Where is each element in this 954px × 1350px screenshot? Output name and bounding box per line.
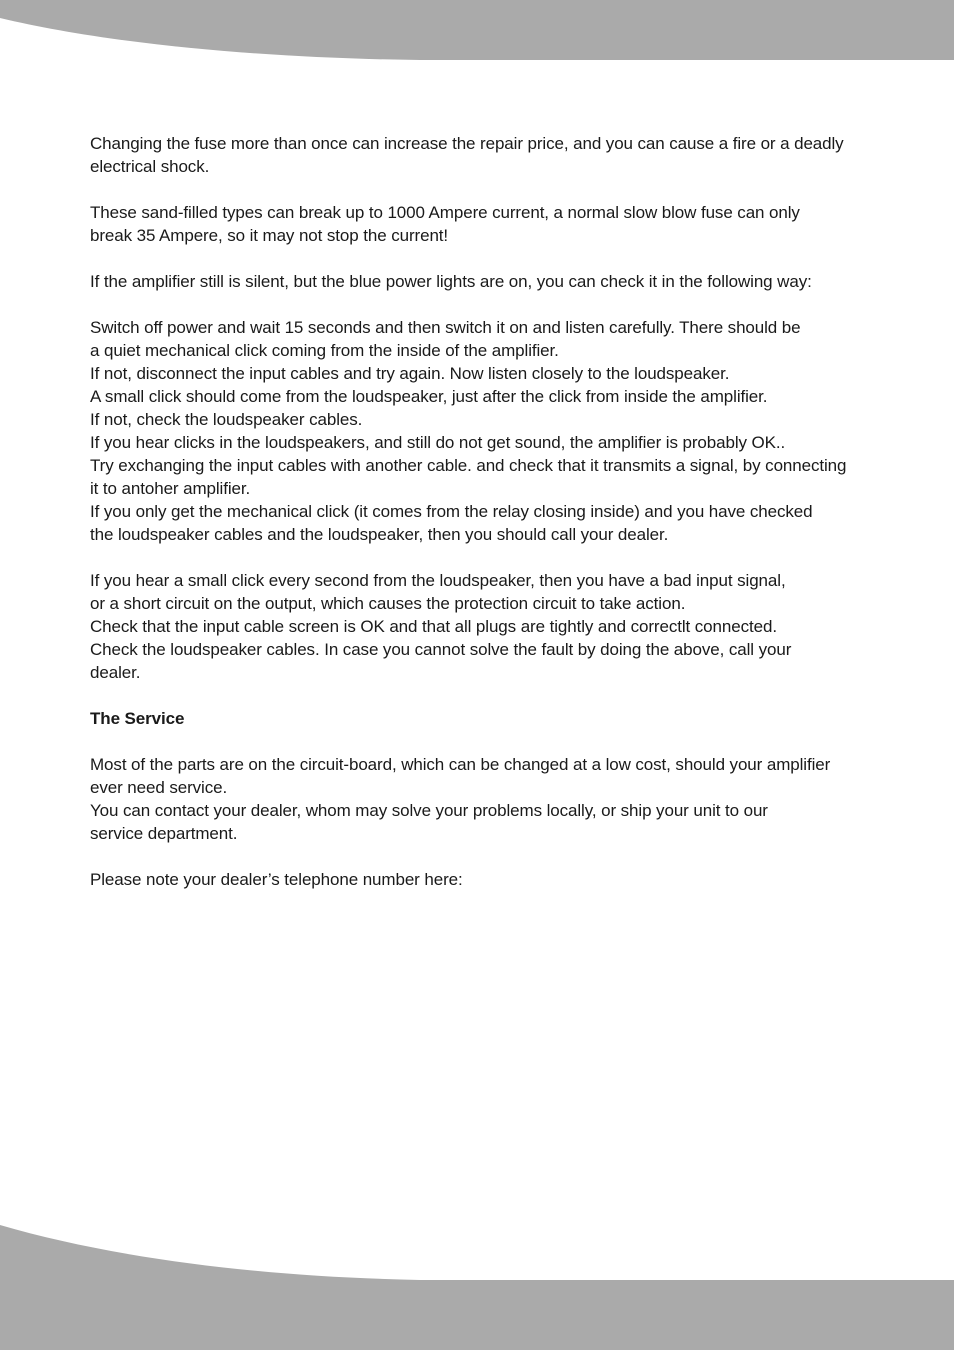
text-line: Check the loudspeaker cables. In case you cannot solve the fault by doing the above, call your <box>90 640 792 659</box>
text-line: Changing the fuse more than once can increase the repair price, and you can cause a fire or a deadly <box>90 134 844 153</box>
text-line: or a short circuit on the output, which causes the protection circuit to take action. <box>90 594 686 613</box>
text-line: Most of the parts are on the circuit-board, which can be changed at a low cost, should your amplifier <box>90 755 831 774</box>
text-line: If you only get the mechanical click (it comes from the relay closing inside) and you have checked <box>90 502 813 521</box>
text-line: a quiet mechanical click coming from the inside of the amplifier. <box>90 341 559 360</box>
text-line: If not, check the loudspeaker cables. <box>90 410 363 429</box>
paragraph-click-every-second <box>90 569 920 684</box>
paragraph-service-parts <box>90 753 920 845</box>
text-line: Check that the input cable screen is OK and that all plugs are tightly and correctlt connected. <box>90 617 777 636</box>
text-line: If you hear a small click every second from the loudspeaker, then you have a bad input signal, <box>90 571 786 590</box>
text-line: Switch off power and wait 15 seconds and then switch it on and listen carefully. There should be <box>90 318 801 337</box>
text-line: dealer. <box>90 663 141 682</box>
bottom-decorative-band <box>0 1225 954 1350</box>
text-line: Please note your dealer’s telephone number here: <box>90 870 463 889</box>
top-decorative-band <box>0 0 954 60</box>
text-line: service department. <box>90 824 238 843</box>
text-line: ever need service. <box>90 778 228 797</box>
paragraph-check-procedure <box>90 316 920 546</box>
paragraph-dealer-phone <box>90 868 920 891</box>
section-heading-service: The Service <box>90 709 185 728</box>
document-body <box>90 132 920 914</box>
paragraph-silent-amplifier <box>90 270 920 293</box>
paragraph-fuse-types <box>90 201 920 247</box>
text-line: If you hear clicks in the loudspeakers, and still do not get sound, the amplifier is probably OK.. <box>90 433 786 452</box>
text-line: If the amplifier still is silent, but the blue power lights are on, you can check it in the following way: <box>90 272 812 291</box>
paragraph-fuse-warning <box>90 132 920 178</box>
text-line: You can contact your dealer, whom may solve your problems locally, or ship your unit to our <box>90 801 768 820</box>
text-line: electrical shock. <box>90 157 210 176</box>
text-line: it to antoher amplifier. <box>90 479 251 498</box>
text-line: If not, disconnect the input cables and try again. Now listen closely to the loudspeaker. <box>90 364 730 383</box>
text-line: These sand-filled types can break up to 1000 Ampere current, a normal slow blow fuse can only <box>90 203 800 222</box>
text-line: break 35 Ampere, so it may not stop the current! <box>90 226 449 245</box>
text-line: A small click should come from the loudspeaker, just after the click from inside the amplifier. <box>90 387 768 406</box>
text-line: the loudspeaker cables and the loudspeaker, then you should call your dealer. <box>90 525 669 544</box>
text-line: Try exchanging the input cables with another cable. and check that it transmits a signal, by connecting <box>90 456 847 475</box>
